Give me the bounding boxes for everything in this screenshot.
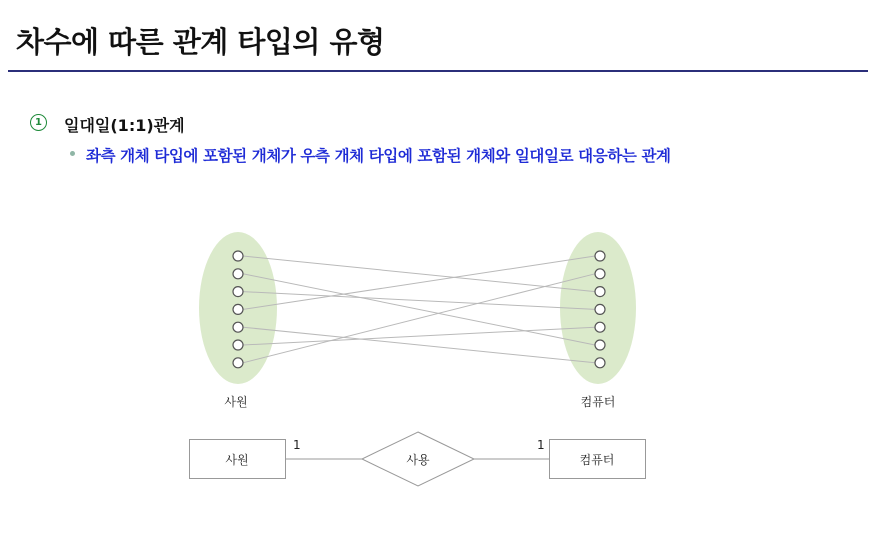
mapping-line: [243, 327, 595, 363]
left-instance-node: [233, 251, 243, 261]
right-instance-node: [595, 287, 605, 297]
mapping-line: [243, 274, 595, 345]
left-instance-node: [233, 269, 243, 279]
section-description: 좌측 개체 타입에 포함된 개체가 우측 개체 타입에 포함된 개체와 일대일로 대응하는 관계: [86, 147, 671, 165]
right-instance-node: [595, 304, 605, 314]
section-heading: 일대일(1:1)관계: [64, 116, 185, 135]
mapping-line: [243, 256, 595, 309]
page-title: 차수에 따른 관계 타입의 유형: [16, 25, 385, 59]
left-instance-node: [233, 340, 243, 350]
right-instance-node: [595, 251, 605, 261]
right-instance-node: [595, 322, 605, 332]
left-set-label: 사원: [224, 395, 248, 409]
mapping-line: [243, 327, 595, 345]
left-instance-node: [233, 287, 243, 297]
relationship-label: 사용: [406, 453, 430, 467]
left-instance-node: [233, 358, 243, 368]
mapping-line: [243, 256, 595, 292]
right-instance-node: [595, 269, 605, 279]
mapping-line: [243, 292, 595, 310]
left-entity-label: 사원: [225, 453, 249, 467]
mapping-line: [243, 274, 595, 363]
mapping-lines: [243, 256, 595, 363]
right-instance-node: [595, 340, 605, 350]
left-cardinality: 1: [293, 438, 301, 452]
left-instance-node: [233, 304, 243, 314]
circled-number-icon: 1: [30, 114, 47, 131]
right-cardinality: 1: [537, 438, 545, 452]
right-entity-label: 컴퓨터: [579, 453, 615, 467]
right-instance-node: [595, 358, 605, 368]
left-instance-node: [233, 322, 243, 332]
right-set-label: 컴퓨터: [580, 395, 616, 409]
